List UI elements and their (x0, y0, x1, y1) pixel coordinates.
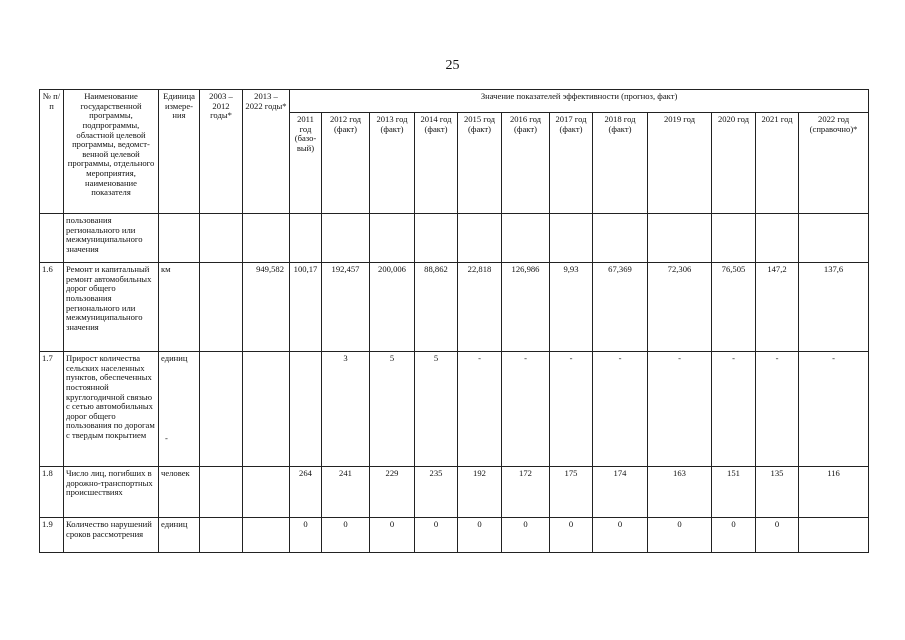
row-name: Ремонт и капитальный ремонт автомобильных дорог общего пользования регионального или межмуниципального значения (64, 263, 159, 352)
row-value: 3 (322, 352, 370, 467)
row-value: 0 (458, 518, 502, 553)
row-value (593, 214, 648, 263)
row-value: 135 (756, 467, 799, 518)
row-value: 0 (756, 518, 799, 553)
row-num: 1.7 (40, 352, 64, 467)
header-year: 2022 год (справочно)* (799, 113, 869, 214)
table-row (40, 467, 869, 518)
row-name: Количество нарушений сроков рассмотрения (64, 518, 159, 553)
row-value-2003-2012 (200, 352, 243, 467)
row-unit: единиц (159, 518, 200, 553)
row-num: 1.8 (40, 467, 64, 518)
header-group-title: Значение показателей эффективности (прогноз, факт) (290, 90, 869, 113)
table-row (40, 263, 869, 352)
row-value-2013-2022 (243, 352, 290, 467)
row-value-2003-2012 (200, 467, 243, 518)
row-value: 0 (415, 518, 458, 553)
row-value: 235 (415, 467, 458, 518)
row-value: 116 (799, 467, 869, 518)
row-value: - (712, 352, 756, 467)
row-value (290, 214, 322, 263)
row-value (322, 214, 370, 263)
row-value: 22,818 (458, 263, 502, 352)
row-value (799, 518, 869, 553)
row-unit: км (159, 263, 200, 352)
row-unit (159, 352, 200, 467)
row-name: пользования регионального или межмуниципального значения (64, 214, 159, 263)
row-value (290, 352, 322, 467)
row-value (712, 214, 756, 263)
header-year: 2012 год (факт) (322, 113, 370, 214)
header-year: 2020 год (712, 113, 756, 214)
row-num: 1.6 (40, 263, 64, 352)
row-value: 0 (322, 518, 370, 553)
row-value: 5 (415, 352, 458, 467)
row-value: - (799, 352, 869, 467)
row-value: 76,505 (712, 263, 756, 352)
header-year: 2019 год (648, 113, 712, 214)
row-value: 0 (593, 518, 648, 553)
row-value: 241 (322, 467, 370, 518)
row-value-2013-2022 (243, 214, 290, 263)
row-value: 192 (458, 467, 502, 518)
row-value: 0 (290, 518, 322, 553)
row-name: Число лиц, погибших в дорожно-транспортных происшествиях (64, 467, 159, 518)
row-value: - (648, 352, 712, 467)
table-row (40, 518, 869, 553)
row-value: 264 (290, 467, 322, 518)
header-year: 2017 год (факт) (550, 113, 593, 214)
row-value: - (593, 352, 648, 467)
header-name: Наименование государственной программы, подпрограммы, областной целевой программы, ведомст-венной целевой программы, отдельного мероприятия, наименование показателя (64, 90, 159, 214)
row-value (458, 214, 502, 263)
indicators-table (39, 89, 869, 553)
page-number: 25 (445, 58, 460, 73)
row-value (550, 214, 593, 263)
row-value: 172 (502, 467, 550, 518)
row-value: 0 (550, 518, 593, 553)
row-value: 147,2 (756, 263, 799, 352)
row-value: 151 (712, 467, 756, 518)
row-value-2013-2022 (243, 467, 290, 518)
header-year: 2021 год (756, 113, 799, 214)
row-value: - (756, 352, 799, 467)
row-unit (159, 214, 200, 263)
row-value: 0 (712, 518, 756, 553)
row-value (502, 214, 550, 263)
row-value (648, 214, 712, 263)
row-value-2013-2022: 949,582 (243, 263, 290, 352)
header-year: 2016 год (факт) (502, 113, 550, 214)
header-year: 2018 год (факт) (593, 113, 648, 214)
row-value (756, 214, 799, 263)
row-value-2013-2022 (243, 518, 290, 553)
row-value: 88,862 (415, 263, 458, 352)
header-unit: Единица измере-ния (159, 90, 200, 214)
header-year: 2014 год (факт) (415, 113, 458, 214)
row-name: Прирост количества сельских населенных пунктов, обеспеченных постоянной круглогодичной связью с сетью автомобильных дорог общего пользования по дорогам с твердым покрытием (64, 352, 159, 467)
row-value: 175 (550, 467, 593, 518)
row-value (799, 214, 869, 263)
row-value: 67,369 (593, 263, 648, 352)
header-year: 2015 год (факт) (458, 113, 502, 214)
row-value: - (550, 352, 593, 467)
row-value-2003-2012 (200, 263, 243, 352)
header-2003-2012: 2003 – 2012 годы* (200, 90, 243, 214)
row-unit-label: единиц (161, 353, 188, 363)
row-value-2003-2012 (200, 518, 243, 553)
header-2013-2022: 2013 – 2022 годы* (243, 90, 290, 214)
row-unit: человек (159, 467, 200, 518)
row-value: - (458, 352, 502, 467)
row-value: 5 (370, 352, 415, 467)
table-row (40, 352, 869, 467)
row-value: 200,006 (370, 263, 415, 352)
table-row (40, 214, 869, 263)
row-num (40, 214, 64, 263)
row-value: 0 (648, 518, 712, 553)
row-value: 0 (370, 518, 415, 553)
header-year: 2011 год (базо-вый) (290, 113, 322, 214)
header-year: 2013 год (факт) (370, 113, 415, 214)
row-value: - (502, 352, 550, 467)
row-value: 9,93 (550, 263, 593, 352)
row-value: 229 (370, 467, 415, 518)
row-value: 0 (502, 518, 550, 553)
row-unit-mark: - (165, 432, 168, 443)
row-value: 126,986 (502, 263, 550, 352)
row-value: 163 (648, 467, 712, 518)
header-num: № п/п (40, 90, 64, 214)
row-value: 192,457 (322, 263, 370, 352)
row-num: 1.9 (40, 518, 64, 553)
row-value: 72,306 (648, 263, 712, 352)
row-value-2003-2012 (200, 214, 243, 263)
row-value: 174 (593, 467, 648, 518)
row-value (370, 214, 415, 263)
row-value: 137,6 (799, 263, 869, 352)
row-value (415, 214, 458, 263)
row-value: 100,17 (290, 263, 322, 352)
